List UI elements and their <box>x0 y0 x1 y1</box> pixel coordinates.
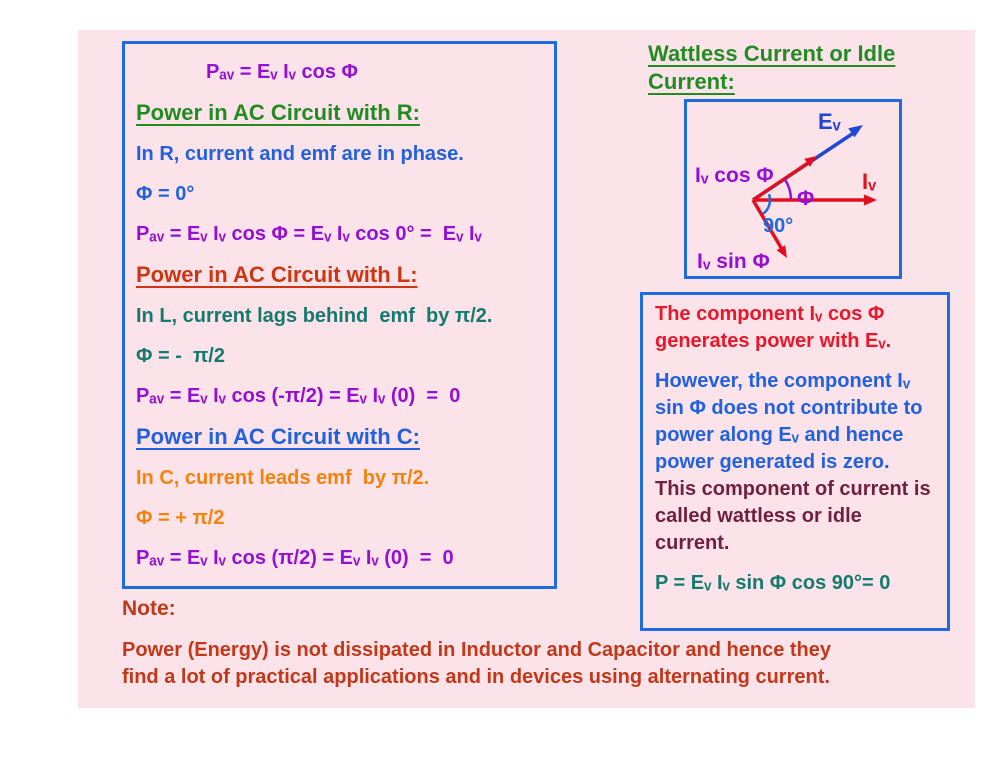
slide-panel <box>78 30 975 708</box>
c-power-formula: Pₐᵥ = Eᵥ Iᵥ cos (π/2) = Eᵥ Iᵥ (0) = 0 <box>136 547 454 569</box>
sin-component-blue-text: However, the component Iᵥ sin Φ does not contribute to power along Eᵥ and hence power generated is zero. <box>655 370 929 473</box>
phasor-diagram-box <box>684 99 902 279</box>
c-phi-value: Φ = + π/2 <box>136 507 225 529</box>
average-power-formula: Pₐᵥ = Eᵥ Iᵥ cos Φ <box>206 61 358 83</box>
iv-arrowhead-icon <box>864 195 877 206</box>
r-power-formula: Pₐᵥ = Eᵥ Iᵥ cos Φ = Eᵥ Iᵥ cos 0° = Eᵥ Iᵥ <box>136 223 482 245</box>
ev-label: Eᵥ <box>818 109 841 134</box>
note-line-1: Power (Energy) is not dissipated in Inductor and Capacitor and hence they <box>122 639 832 661</box>
heading-power-with-r: Power in AC Circuit with R: <box>136 100 420 125</box>
heading-power-with-l: Power in AC Circuit with L: <box>136 262 418 287</box>
cos-component-statement: The component Iᵥ cos Φ generates power with Eᵥ. <box>655 303 892 352</box>
note-paragraph <box>122 637 922 691</box>
wattless-power-formula: P = Eᵥ Iᵥ sin Φ cos 90°= 0 <box>655 572 891 594</box>
l-phi-value: Φ = - π/2 <box>136 345 225 367</box>
l-phase-statement: In L, current lags behind emf by π/2. <box>136 305 493 327</box>
wattless-explanation-box <box>640 292 950 631</box>
phi-angle-arc <box>785 179 792 200</box>
iv-label: Iᵥ <box>862 169 877 194</box>
note-line-2: find a lot of practical applications and in devices using alternating current. <box>122 666 830 688</box>
c-phase-statement: In C, current leads emf by π/2. <box>136 467 430 489</box>
phasor-diagram <box>687 102 899 276</box>
l-power-formula: Pₐᵥ = Eᵥ Iᵥ cos (-π/2) = Eᵥ Iᵥ (0) = 0 <box>136 385 461 407</box>
iv-cos-label: Iᵥ cos Φ <box>695 164 774 187</box>
power-in-ac-circuits-box <box>122 41 557 589</box>
sin-component-statement <box>655 368 938 557</box>
iv-sin-label: Iᵥ sin Φ <box>697 250 770 273</box>
right-angle-arc <box>763 194 770 214</box>
right-angle-label: 90° <box>763 215 794 237</box>
heading-wattless-current: Wattless Current or Idle Current: <box>648 41 896 94</box>
heading-power-with-c: Power in AC Circuit with C: <box>136 424 420 449</box>
phi-label: Φ <box>797 187 815 210</box>
note-label: Note: <box>122 597 176 620</box>
r-phi-value: Φ = 0° <box>136 183 195 205</box>
wattless-definition-text: This component of current is called wattless or idle current. <box>655 451 937 554</box>
r-phase-statement: In R, current and emf are in phase. <box>136 143 464 165</box>
